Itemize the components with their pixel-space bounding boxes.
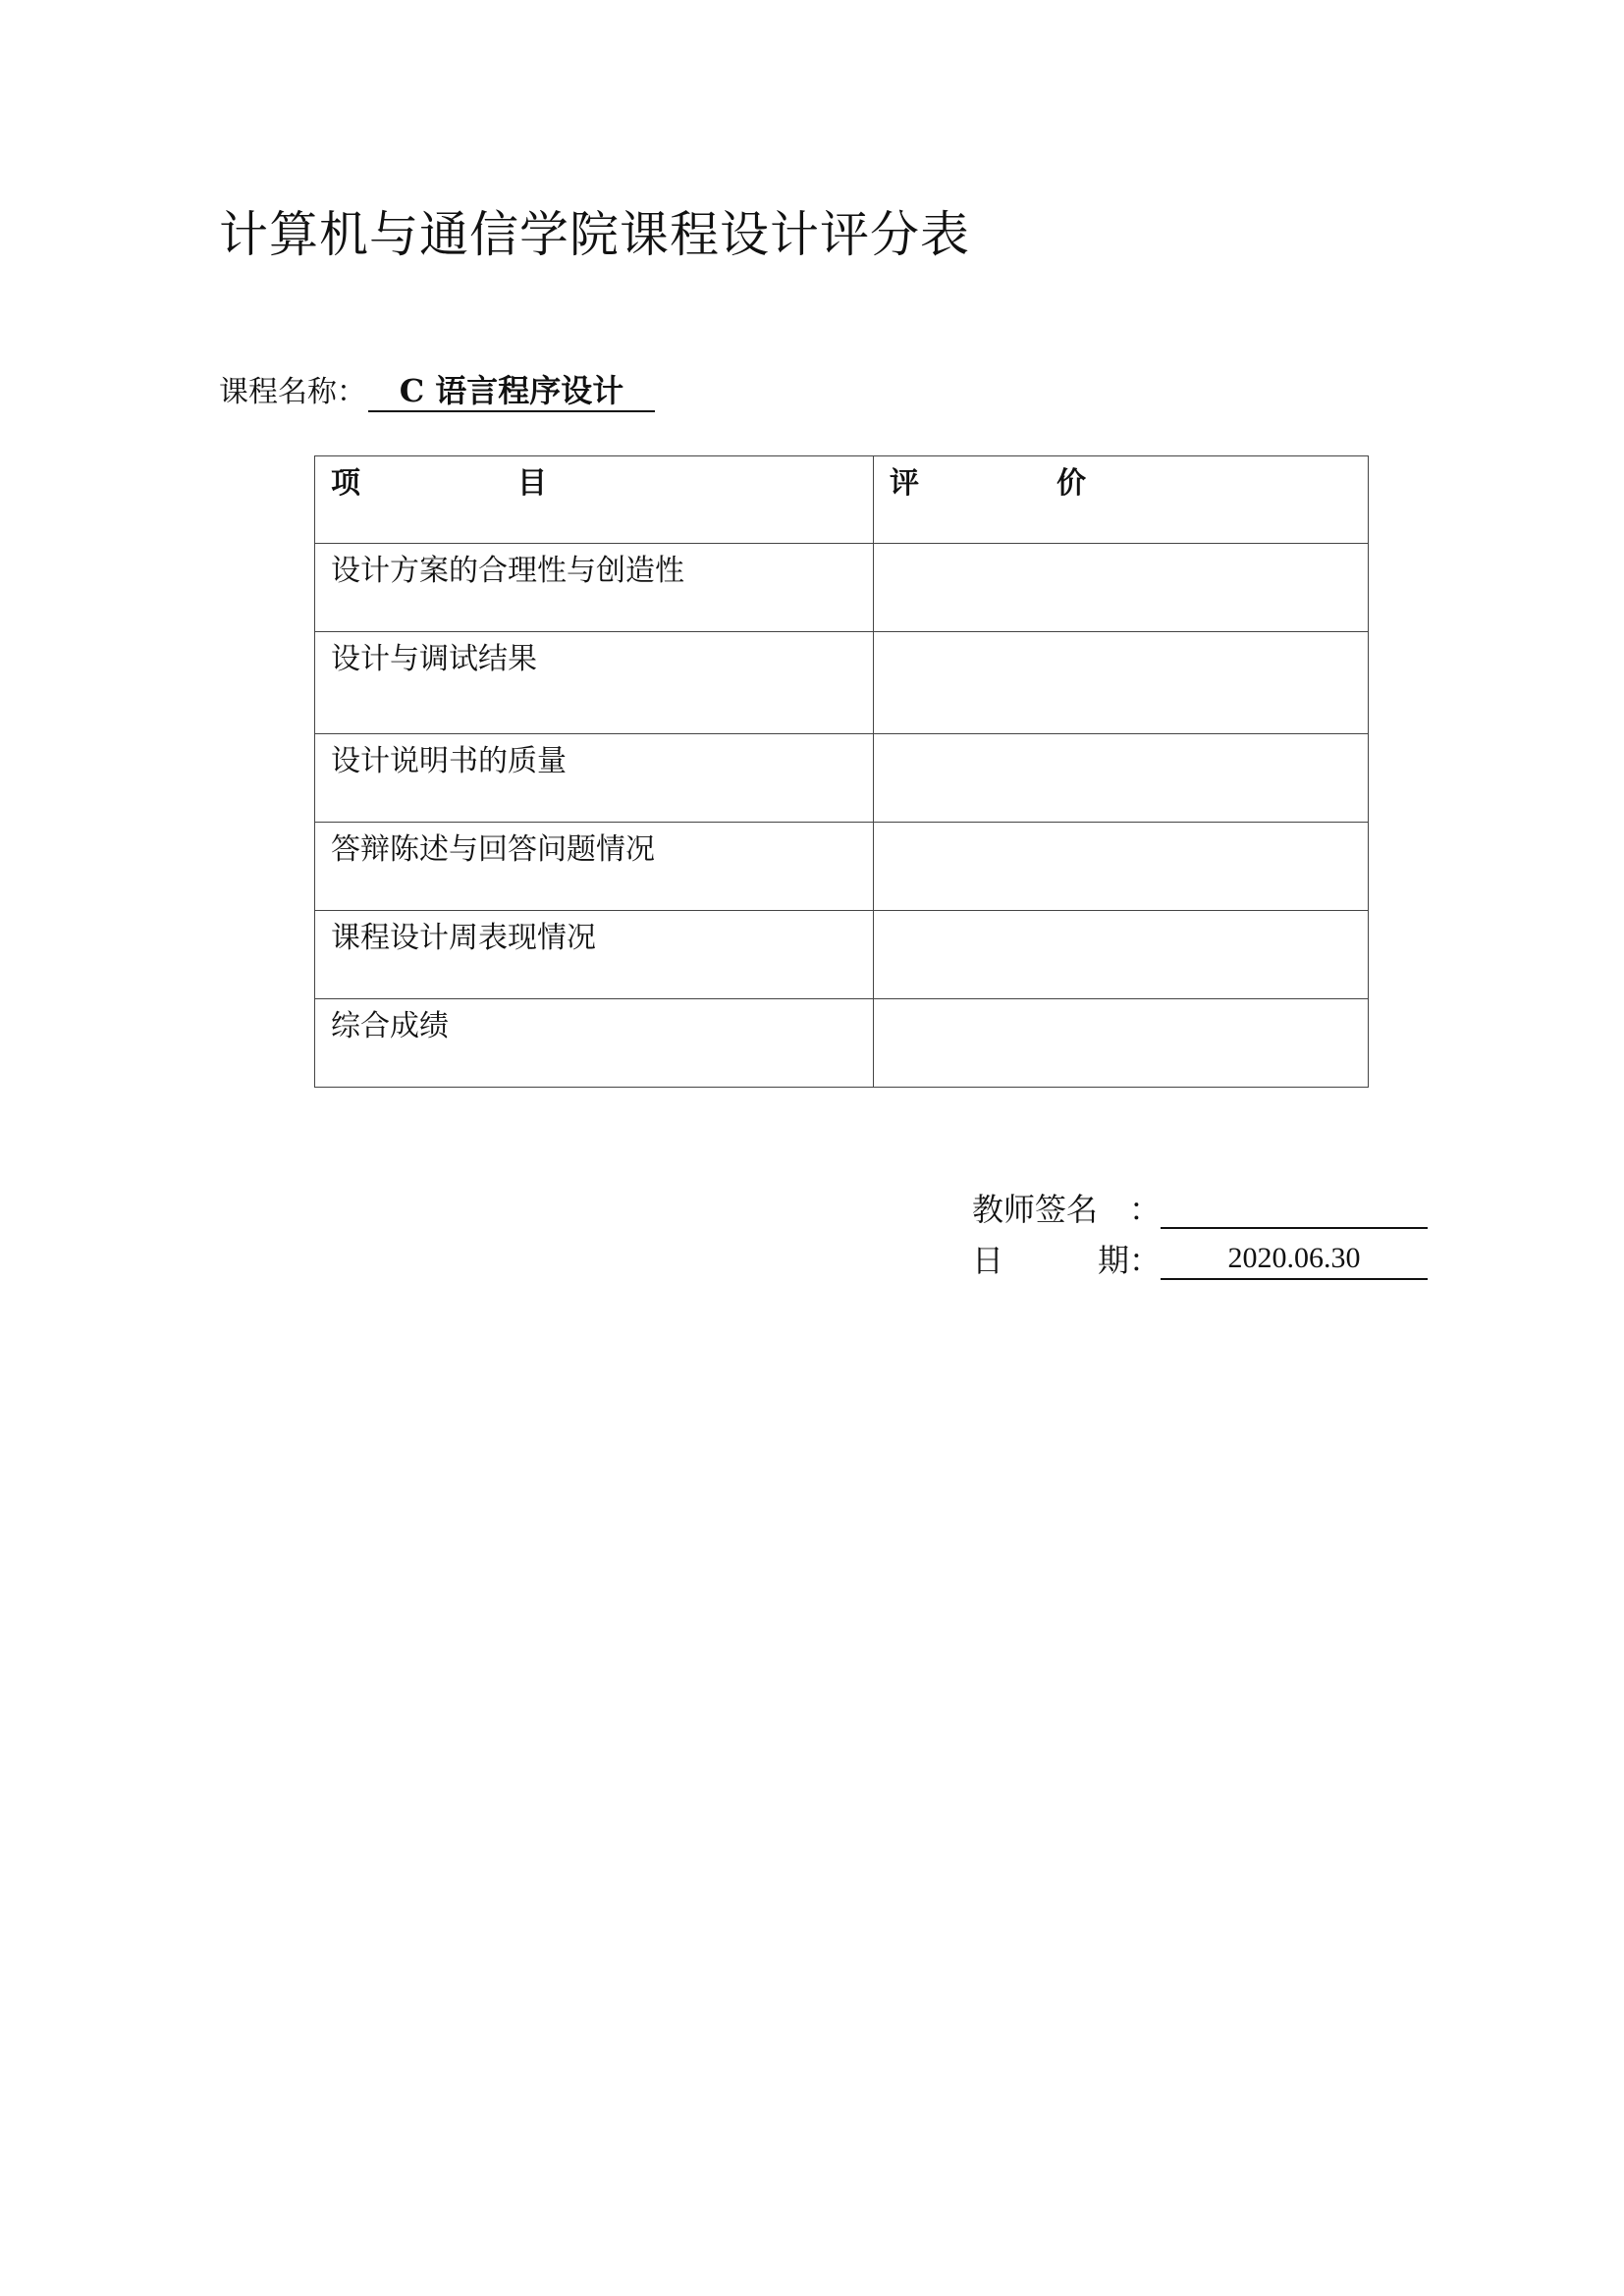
header-item-char-2: 目	[517, 466, 547, 501]
header-item-cell	[315, 456, 874, 544]
table-row	[315, 544, 1369, 632]
evaluation-cell[interactable]	[874, 823, 1369, 911]
teacher-signature-row	[972, 1178, 1428, 1229]
table-header-row	[315, 456, 1369, 544]
table-row	[315, 632, 1369, 734]
item-cell: 综合成绩	[315, 999, 874, 1088]
header-item-char-1: 项	[331, 466, 360, 501]
course-name-row	[219, 369, 655, 412]
teacher-signature-colon: ：	[1129, 1191, 1162, 1228]
item-cell: 答辩陈述与回答问题情况	[315, 823, 874, 911]
evaluation-cell[interactable]	[874, 999, 1369, 1088]
table-row	[315, 911, 1369, 999]
teacher-signature-field[interactable]	[1161, 1188, 1428, 1229]
course-name-value: C 语言程序设计	[368, 371, 655, 412]
header-evaluation-cell	[874, 456, 1369, 544]
header-evaluation-char-2: 价	[1056, 466, 1086, 501]
document-title: 计算机与通信学院课程设计评分表	[219, 206, 970, 263]
evaluation-cell[interactable]	[874, 734, 1369, 823]
evaluation-cell[interactable]	[874, 632, 1369, 734]
item-cell: 设计说明书的质量	[315, 734, 874, 823]
date-row	[972, 1229, 1428, 1280]
evaluation-cell[interactable]	[874, 911, 1369, 999]
date-label-char-1: 日	[972, 1242, 1004, 1279]
header-evaluation-char-1: 评	[890, 466, 919, 501]
teacher-signature-label: 教师签名	[972, 1191, 1099, 1228]
course-name-label: 课程名称：	[219, 375, 366, 409]
date-label-char-2: 期	[1097, 1242, 1129, 1279]
item-cell: 设计方案的合理性与创造性	[315, 544, 874, 632]
table-row	[315, 823, 1369, 911]
date-label	[972, 1241, 1129, 1280]
date-value: 2020.06.30	[1161, 1239, 1428, 1280]
item-cell: 课程设计周表现情况	[315, 911, 874, 999]
evaluation-cell[interactable]	[874, 544, 1369, 632]
table-row	[315, 734, 1369, 823]
grading-table	[314, 455, 1369, 1088]
table-row	[315, 999, 1369, 1088]
date-colon: ：	[1129, 1242, 1162, 1279]
item-cell: 设计与调试结果	[315, 632, 874, 734]
signature-block	[972, 1178, 1428, 1280]
